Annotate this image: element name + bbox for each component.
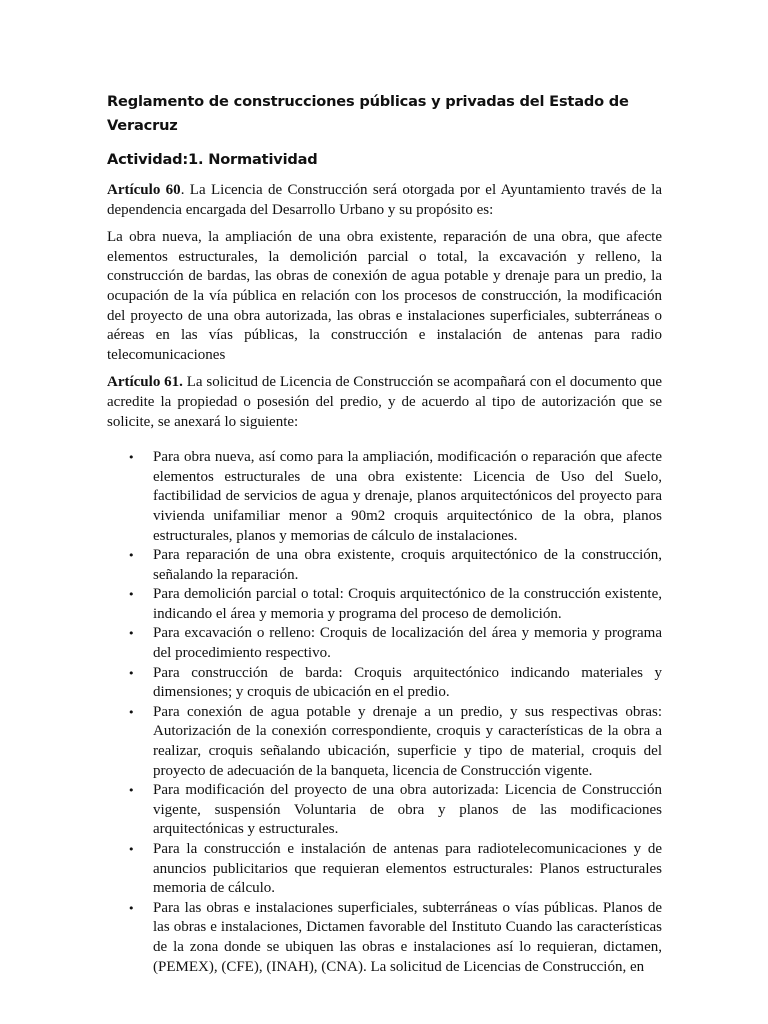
list-item-text: Para la construcción e instalación de antenas para radiotelecomunicaciones y de anuncios publicitarios que requieran elementos estructurales: Planos estructurales memoria de cálculo.	[153, 841, 662, 897]
article-61-paragraph	[107, 373, 662, 432]
article-60-label: Artículo 60	[107, 182, 181, 198]
bullet-icon: •	[128, 843, 135, 856]
list-item-text: Para obra nueva, así como para la ampliación, modificación o reparación que afecte elementos estructurales de una obra existente: Licencia de Uso del Suelo, factibilidad de servicios de agua y drenaje, planos arquitectónicos del proyecto para vivienda unifamiliar menor a 90m2 croquis arquitectónico de la obra, planos estructurales, planos y memorias de cálculo de instalaciones.	[153, 449, 662, 544]
bullet-icon: •	[128, 549, 135, 563]
bullet-icon: •	[128, 784, 135, 798]
list-item	[128, 664, 662, 703]
list-item-text: Para modificación del proyecto de una obra autorizada: Licencia de Construcción vigente, suspensión Voluntaria de obra y planos de las modificaciones arquitectónicas y estructurales.	[153, 782, 662, 838]
list-item-text: Para demolición parcial o total: Croquis arquitectónico de la construcción existente, indicando el área y memoria y programa del proceso de demolición.	[153, 586, 662, 622]
bullet-icon: •	[128, 627, 135, 641]
document-content	[107, 90, 662, 977]
works-paragraph: La obra nueva, la ampliación de una obra existente, reparación de una obra, que afecte elementos estructurales, la demolición parcial o total, la excavación y relleno, la construcción de bardas, las obras de conexión de agua potable y drenaje para un predio, la ocupación de la vía pública en relación con los procesos de construcción, la modificación del proyecto de una obra autorizada, las obras e instalaciones superficiales, subterráneas o aéreas en las vías públicas, la construcción e instalación de antenas para radio telecomunicaciones	[107, 229, 662, 363]
list-item-text: Para excavación o relleno: Croquis de localización del área y memoria y programa del procedimiento respectivo.	[153, 625, 662, 662]
bullet-icon: •	[128, 705, 135, 719]
list-item	[128, 840, 662, 899]
bullet-icon: •	[128, 588, 135, 602]
article-60-paragraph	[107, 181, 662, 220]
document-title: Reglamento de construcciones públicas y privadas del Estado de Veracruz	[107, 93, 629, 134]
list-item-text: Para conexión de agua potable y drenaje a un predio, y sus respectivas obras: Autorización de la conexión correspondiente, croquis y características de la obra a realizar, croquis señalando ubicación, superficie y tipo de material, croquis del proyecto de adecuación de la banqueta, licencia de Construcción vigente.	[153, 703, 662, 779]
list-item-text: Para construcción de barda: Croquis arquitectónico indicando materiales y dimensiones; y croquis de ubicación en el predio.	[153, 664, 662, 701]
list-item	[128, 448, 662, 546]
list-item	[128, 899, 662, 977]
requirements-list	[107, 448, 662, 977]
list-item-text: Para reparación de una obra existente, croquis arquitectónico de la construcción, señalando la reparación.	[153, 547, 662, 583]
document-subtitle: Actividad:1. Normatividad	[107, 151, 318, 168]
bullet-icon: •	[128, 901, 135, 915]
list-item	[128, 546, 662, 585]
article-61-label: Artículo 61.	[107, 374, 183, 391]
list-item	[128, 703, 662, 781]
list-item-text: Para las obras e instalaciones superficiales, subterráneas o vías públicas. Planos de las obras e instalaciones, Dictamen favorable del Instituto Cuando las características de la zona donde se ubiquen las obras e instalaciones así lo requieran, dictamen, (PEMEX), (CFE), (INAH), (CNA). La solicitud de Licencias de Construcción, en	[153, 899, 662, 975]
list-item	[128, 585, 662, 624]
list-item	[128, 624, 662, 663]
article-60-text: . La Licencia de Construcción será otorgada por el Ayuntamiento través de la dependencia encargada del Desarrollo Urbano y su propósito es:	[107, 182, 662, 218]
bullet-icon: •	[128, 666, 135, 680]
article-61-text: La solicitud de Licencia de Construcción se acompañará con el documento que acredite la propiedad o posesión del predio, y de acuerdo al tipo de autorización que se solicite, se anexará lo siguiente:	[107, 374, 662, 430]
bullet-icon: •	[128, 451, 135, 465]
list-item	[128, 781, 662, 840]
